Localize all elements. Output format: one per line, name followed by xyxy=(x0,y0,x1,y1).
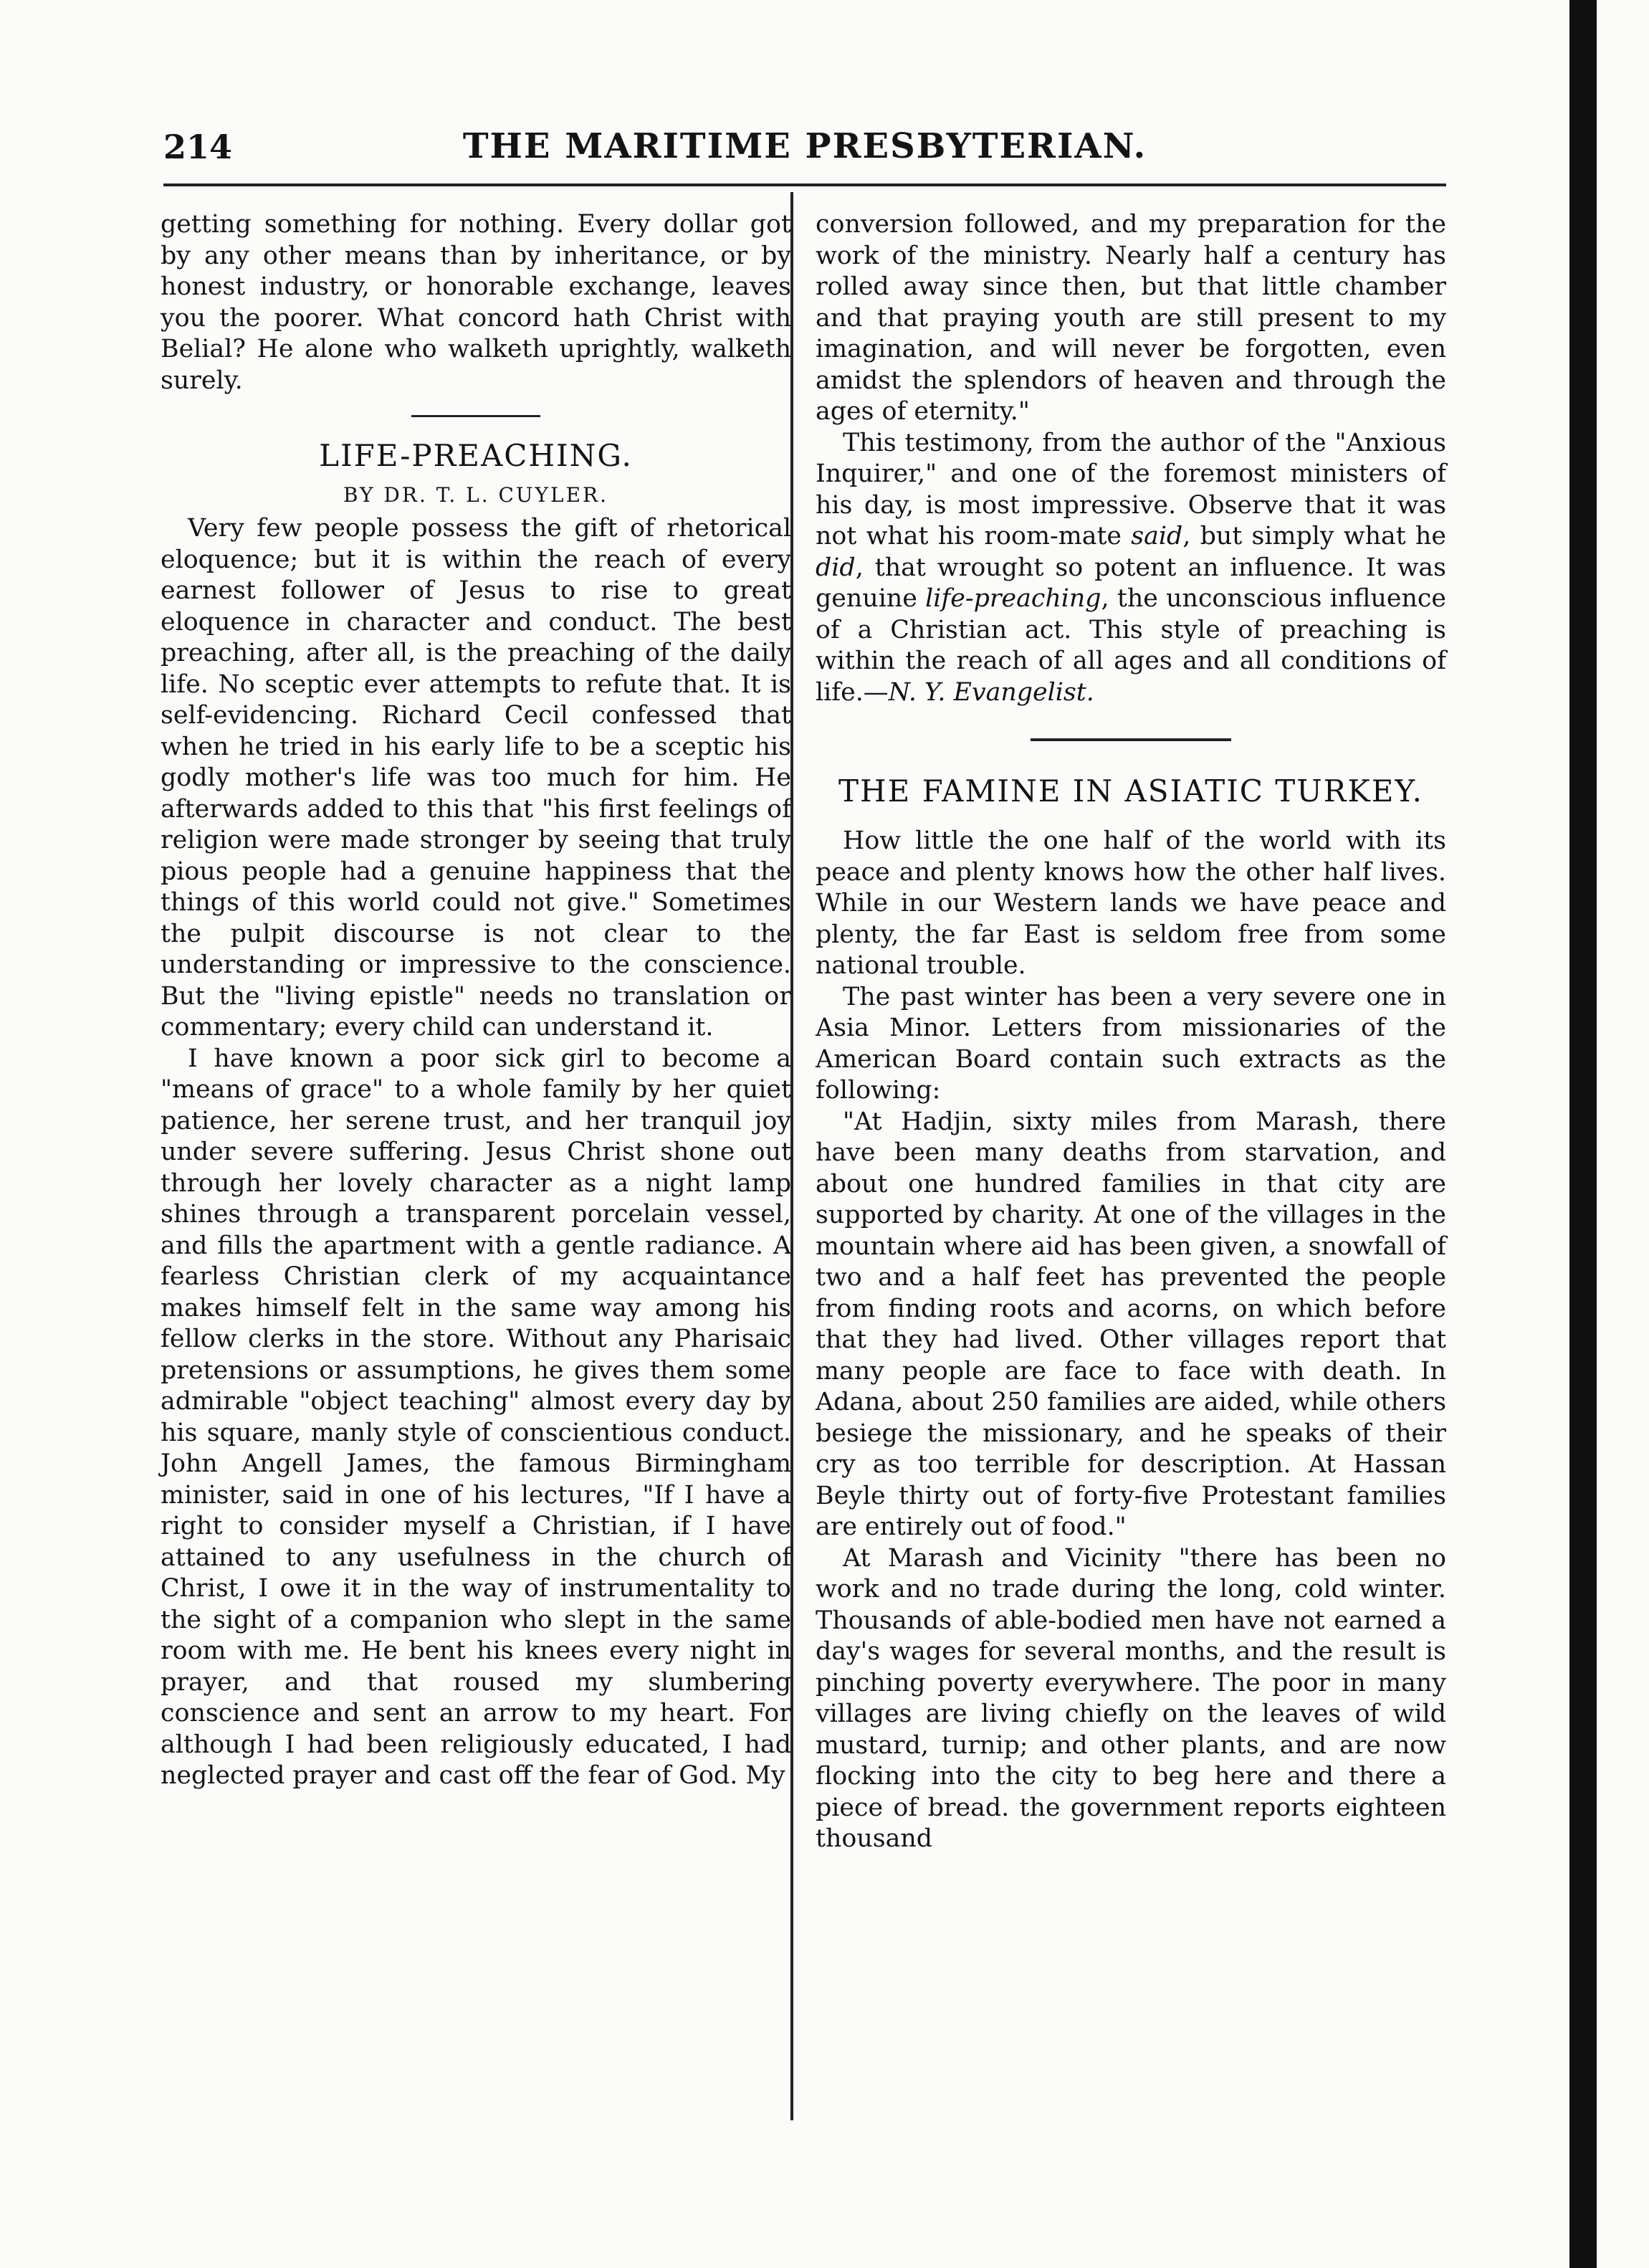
header-rule xyxy=(163,184,1446,186)
article-title-life-preaching: LIFE-PREACHING. xyxy=(319,438,633,473)
article-title-famine: THE FAMINE IN ASIATIC TURKEY. xyxy=(838,773,1424,809)
left-column xyxy=(161,209,791,1792)
page-header xyxy=(163,123,1446,173)
article-paragraph: I have known a poor sick girl to become a "means of grace" to a whole family by her quiet patience, her serene trust, and her tranquil joy under severe suffering. Jesus Christ shone out through her lovely character as a night lamp shines through a transparent porcelain vessel, and fills the apartment with a gentle radiance. A fearless Christian clerk of my acquaintance makes himself felt in the same way among his fellow clerks in the store. Without any Pharisaic pretensions or assumptions, he gives them some admirable "object teaching" almost every day by his square, manly style of conscientious conduct. John Angell James, the famous Birmingham minister, said in one of his lectures, "If I have a right to consider myself a Christian, if I have attained to any usefulness in the church of Christ, I owe it in the way of instrumentality to the sight of a companion who slept in the same room with me. He bent his knees every night in prayer, and that roused my slumbering conscience and sent an arrow to my heart. For although I had been religiously educated, I had neglected prayer and cast off the fear of God. My xyxy=(161,1044,791,1790)
article-paragraph: "At Hadjin, sixty miles from Marash, there have been many deaths from starvation, and about one hundred families in that city are supported by charity. At one of the villages in the mountain where aid has been given, a snowfall of two and a half feet has prevented the people from finding roots and acorns, on which before that they had lived. Other villages report that many people are face to face with death. In Adana, about 250 families are aided, while others besiege the missionary, and he speaks of their cry as too terrible for description. At Hassan Beyle thirty out of forty-five Protestant families are entirely out of food." xyxy=(816,1107,1446,1541)
testimony-paragraph xyxy=(816,428,1446,709)
emphasis-did: did xyxy=(816,553,856,582)
testimony-text: , that wrought so potent an influence. It was genuine xyxy=(816,553,1446,613)
article-paragraph: How little the one half of the world with its peace and plenty knows how the other half lives. While in our Western lands we have peace and plenty, the far East is seldom free from some national trouble. xyxy=(816,826,1446,980)
page-number: 214 xyxy=(163,128,233,166)
section-rule xyxy=(411,415,540,417)
section-rule xyxy=(1031,738,1231,741)
emphasis-life-preaching: life-preaching xyxy=(925,584,1101,613)
article-byline: BY DR. T. L. CUYLER. xyxy=(343,483,609,507)
running-title: THE MARITIME PRESBYTERIAN. xyxy=(462,126,1147,166)
right-column xyxy=(816,209,1446,1855)
article-paragraph: At Marash and Vicinity "there has been no work and no trade during the long, cold winter. Thousands of able-bodied men have not earned a day's wages for several months, and the result is pinching poverty everywhere. The poor in many villages are living chiefly on the leaves of wild mustard, turnip; and other plants, and are now flocking into the city to beg here and there a piece of bread. the government reports eighteen thousand xyxy=(816,1543,1446,1853)
continuation-paragraph: getting something for nothing. Every dollar got by any other means than by inheritance, or by honest industry, or honorable exchange, leaves you the poorer. What concord hath Christ with Belial? He alone who walketh uprightly, walketh surely. xyxy=(161,210,791,395)
testimony-text: , but simply what he xyxy=(1182,522,1446,551)
continuation-paragraph: conversion followed, and my preparation for the work of the ministry. Nearly half a century has rolled away since then, but that little chamber and that praying youth are still present to my imagination, and will never be forgotten, even amidst the splendors of heaven and through the ages of eternity." xyxy=(816,210,1446,426)
page-edge-shadow xyxy=(1569,0,1597,2268)
emphasis-said: said xyxy=(1131,522,1183,551)
testimony-text: This testimony, from the author of the "Anxious Inquirer," and one of the foremost ministers of his day, is most impressive. Observe that it was not what his room-mate xyxy=(816,428,1446,551)
article-paragraph: The past winter has been a very severe one in Asia Minor. Letters from missionaries of the American Board contain such extracts as the following: xyxy=(816,982,1446,1105)
article-paragraph: Very few people possess the gift of rhetorical eloquence; but it is within the reach of every earnest follower of Jesus to rise to great eloquence in character and conduct. The best preaching, after all, is the preaching of the daily life. No sceptic ever attempts to refute that. It is self-evidencing. Richard Cecil confessed that when he tried in his early life to be a sceptic his godly mother's life was too much for him. He afterwards added to this that "his first feelings of religion were made stronger by seeing that truly pious people had a genuine happiness that the things of this world could not give." Sometimes the pulpit discourse is not clear to the understanding or impressive to the conscience. But the "living epistle" needs no translation or commentary; every child can understand it. xyxy=(161,514,791,1042)
testimony-text: , the unconscious influence of a Christian act. This style of preaching is within the reach of all ages and all conditions of life.— xyxy=(816,584,1446,707)
source-credit: N. Y. Evangelist. xyxy=(888,677,1094,707)
